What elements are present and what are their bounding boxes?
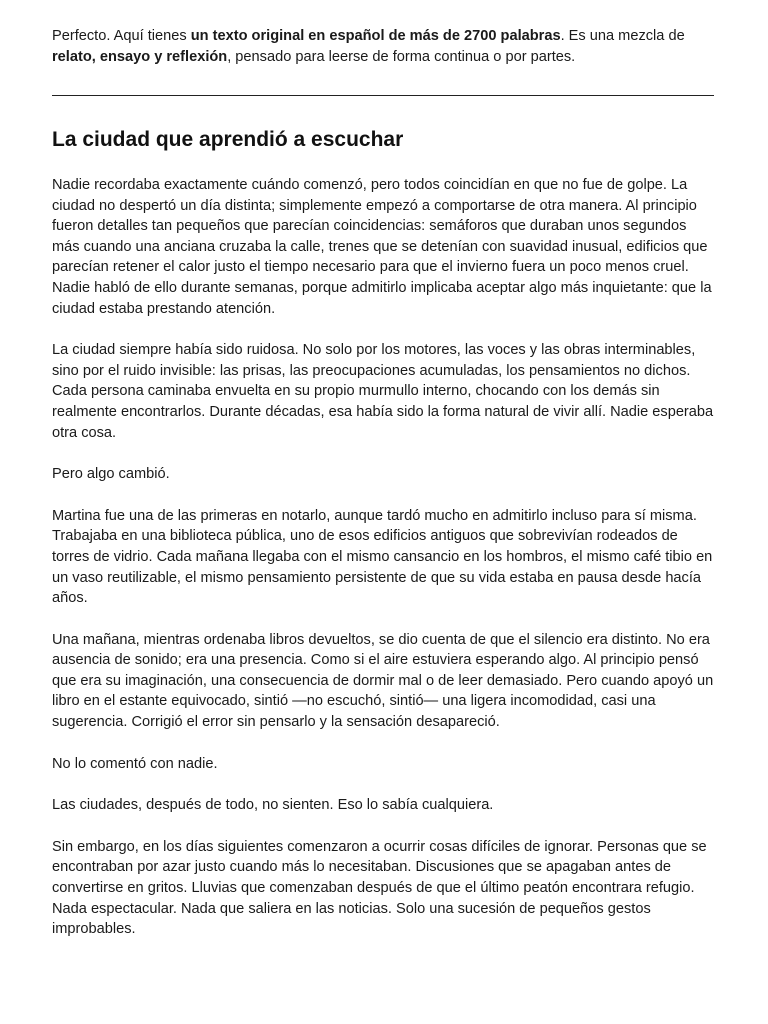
intro-text: . Es una mezcla de (560, 28, 685, 44)
body-paragraph: Las ciudades, después de todo, no sienten. Eso lo sabía cualquiera. (52, 797, 494, 814)
document-body (52, 175, 714, 940)
body-paragraph: Nadie recordaba exactamente cuándo comenzó, pero todos coincidían en que no fue de golpe. La ciudad no despertó un día distinta; simplemente empezó a comportarse de otra manera. Al principio fueron detalles tan pequeños que parecían coincidencias: semáforos que duraban unos segundos más cuando una anciana cruzaba la calle, trenes que se detenían con suavidad inusual, edificios que parecían retener el calor justo el tiempo necesario para que el invierno fuera un poco menos cruel. Nadie habló de ello durante semanas, porque admitirlo implicaba aceptar algo más inquietante: que la ciudad estaba prestando atención. (52, 177, 712, 317)
intro-bold-text: relato, ensayo y reflexión (52, 48, 228, 65)
body-paragraph: Martina fue una de las primeras en notarlo, aunque tardó mucho en admitirlo incluso para sí misma. Trabajaba en una biblioteca pública, uno de esos edificios antiguos que sobrevivían rodeados de torres de vidrio. Cada mañana llegaba con el mismo cansancio en los hombros, el mismo café tibio en un vaso reutilizable, el mismo pensamiento persistente de que su vida estaba en pausa desde hacía años. (52, 507, 713, 607)
intro-bold-text: un texto original en español de más de 2700 palabras (190, 28, 561, 44)
body-paragraph: Una mañana, mientras ordenaba libros devueltos, se dio cuenta de que el silencio era distinto. No era ausencia de sonido; era una presencia. Como si el aire estuviera esperando algo. Al principio pensó que era su imaginación, una consecuencia de dormir mal o de leer demasiado. Pero cuando apoyó un libro en el estante equivocado, sintió —no escuchó, sintió— una ligera incomodidad, casi una sugerencia. Corrigió el error sin pensarlo y la sensación desapareció. (52, 631, 714, 731)
horizontal-divider (52, 95, 714, 96)
intro-text: , pensado para leerse de forma continua o por partes. (227, 48, 576, 65)
intro-paragraph (52, 26, 714, 67)
body-paragraph: Sin embargo, en los días siguientes comenzaron a ocurrir cosas difíciles de ignorar. Personas que se encontraban por azar justo cuando más lo necesitaban. Discusiones que se apagaban antes de convertirse en gritos. Lluvias que comenzaban después de que el último peatón encontrara refugio. Nada espectacular. Nada que saliera en las noticias. Solo una sucesión de pequeños gestos improbables. (52, 838, 707, 938)
intro-text: Perfecto. Aquí tienes (52, 28, 191, 44)
body-paragraph: Pero algo cambió. (52, 466, 170, 483)
document-title: La ciudad que aprendió a escuchar (52, 128, 404, 151)
body-paragraph: No lo comentó con nadie. (52, 755, 218, 772)
body-paragraph: La ciudad siempre había sido ruidosa. No solo por los motores, las voces y las obras interminables, sino por el ruido invisible: las prisas, las preocupaciones acumuladas, los pensamientos no dichos. Cada persona caminaba envuelta en su propio murmullo interno, chocando con los demás sin realmente encontrarlos. Durante décadas, esa había sido la forma natural de vivir allí. Nadie esperaba otra cosa. (52, 342, 714, 441)
